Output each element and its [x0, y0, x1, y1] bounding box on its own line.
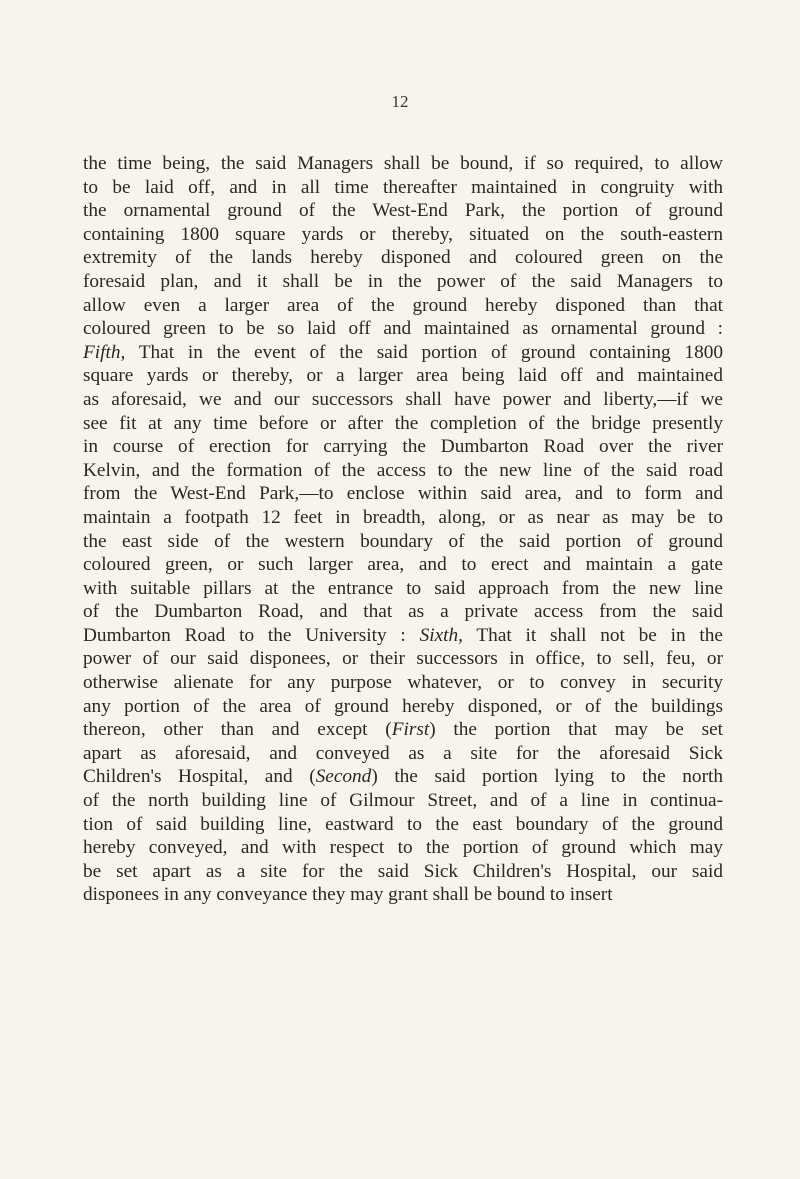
text-line: coloured green, or such larger area, and to erect and maintain a gate: [83, 554, 723, 576]
text-line: maintain a footpath 12 feet in breadth, along, or as near as may be to: [83, 506, 723, 528]
text-line: from the West-End Park,—to enclose within said area, and to form and: [83, 483, 723, 505]
text-line: disponees in any conveyance they may grant shall be bound to insert: [83, 884, 613, 906]
text-line: the ornamental ground of the West-End Park, the portion of ground: [83, 200, 723, 222]
text-line: Dumbarton Road to the University : Sixth, That it shall not be in the: [83, 624, 723, 646]
text-line: of the north building line of Gilmour Street, and of a line in continua-: [83, 790, 723, 812]
text-line: be set apart as a site for the said Sick Children's Hospital, our said: [83, 860, 723, 882]
text-line: Fifth, That in the event of the said portion of ground containing 1800: [83, 341, 723, 363]
text-line: otherwise alienate for any purpose whatever, or to convey in security: [83, 672, 723, 694]
text-line: as aforesaid, we and our successors shall have power and liberty,—if we: [83, 388, 723, 410]
text-line: hereby conveyed, and with respect to the portion of ground which may: [83, 837, 723, 859]
text-line: containing 1800 square yards or thereby, situated on the south-eastern: [83, 223, 723, 245]
page-number: 12: [391, 92, 409, 111]
body-text: [83, 152, 723, 907]
text-line: of the Dumbarton Road, and that as a private access from the said: [83, 601, 723, 623]
text-line: extremity of the lands hereby disponed and coloured green on the: [83, 247, 723, 269]
text-line: foresaid plan, and it shall be in the power of the said Managers to: [83, 270, 723, 292]
text-line: the east side of the western boundary of the said portion of ground: [83, 530, 723, 552]
text-line: the time being, the said Managers shall be bound, if so required, to allow: [83, 153, 723, 174]
text-line: with suitable pillars at the entrance to said approach from the new line: [83, 577, 723, 599]
text-line: in course of erection for carrying the Dumbarton Road over the river: [83, 436, 723, 458]
text-line: Kelvin, and the formation of the access to the new line of the said road: [83, 459, 723, 481]
text-line: any portion of the area of ground hereby disponed, or of the buildings: [83, 695, 723, 717]
text-line: apart as aforesaid, and conveyed as a site for the aforesaid Sick: [83, 742, 723, 764]
text-line: Children's Hospital, and (Second) the said portion lying to the north: [83, 766, 723, 788]
text-line: power of our said disponees, or their successors in office, to sell, feu, or: [83, 648, 723, 670]
text-line: allow even a larger area of the ground hereby disponed than that: [83, 294, 723, 316]
text-line: see fit at any time before or after the completion of the bridge presently: [83, 412, 723, 434]
text-line: tion of said building line, eastward to the east boundary of the ground: [83, 813, 723, 835]
text-line: thereon, other than and except (First) the portion that may be set: [83, 719, 724, 741]
text-line: to be laid off, and in all time thereafter maintained in congruity with: [83, 176, 723, 198]
text-line: square yards or thereby, or a larger area being laid off and maintained: [83, 365, 723, 387]
text-line: coloured green to be so laid off and maintained as ornamental ground :: [83, 318, 723, 340]
